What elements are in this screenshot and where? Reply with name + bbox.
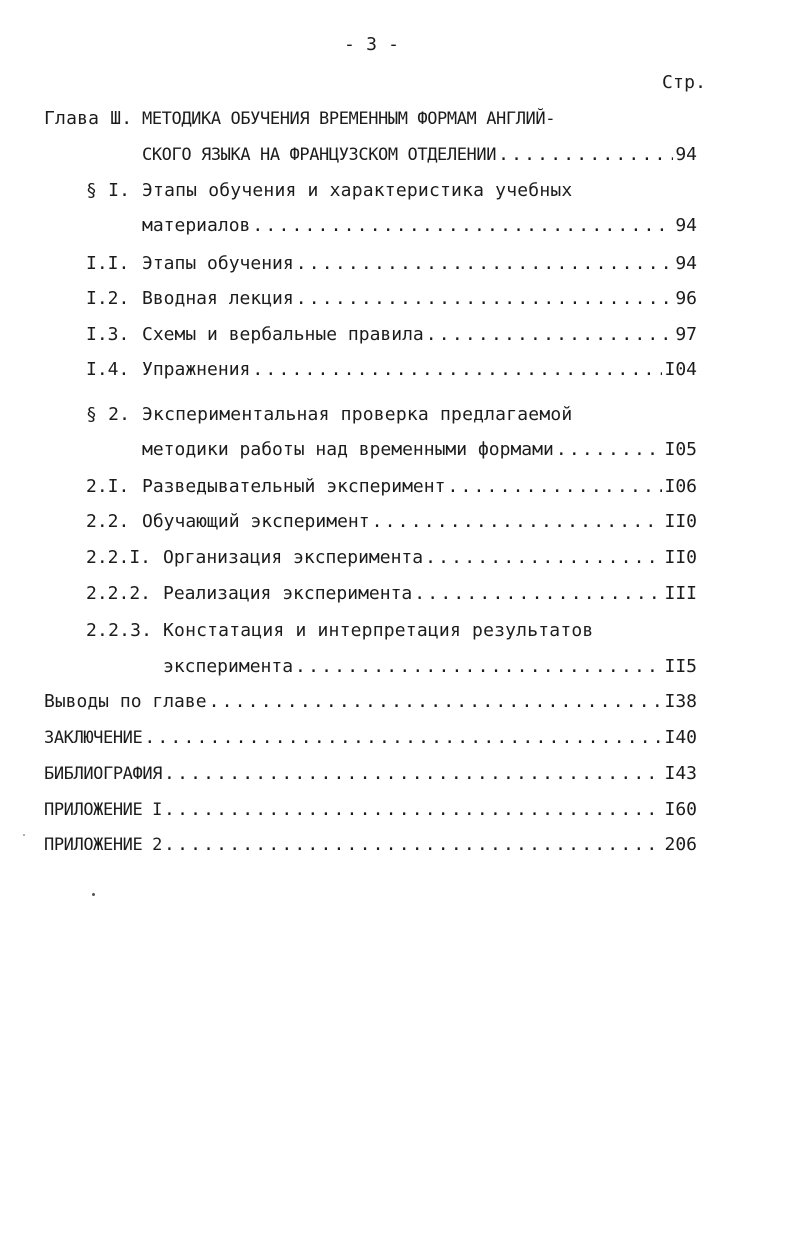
section-label: § 2.: [86, 404, 131, 425]
toc-entry[interactable]: [86, 288, 697, 310]
toc-entry-title: СКОГО ЯЗЫКА НА ФРАНЦУЗСКОМ ОТДЕЛЕНИИ: [142, 145, 497, 165]
toc-entry-title-line1: Констатация и интерпретация результатов: [163, 620, 594, 641]
toc-entry[interactable]: [86, 324, 697, 346]
leader-dots: [252, 215, 673, 237]
toc-entry-page: 94: [675, 144, 697, 165]
leader-dots: [556, 439, 663, 461]
toc-entry-number: 2.2.: [86, 511, 130, 532]
toc-entry-number: 2.2.2.: [86, 583, 152, 604]
chapter-title-line1: МЕТОДИКА ОБУЧЕНИЯ ВРЕМЕННЫМ ФОРМАМ АНГЛИЙ-: [142, 109, 556, 129]
toc-entry-number: I.4.: [86, 359, 130, 380]
toc-entry[interactable]: [44, 763, 697, 785]
toc-entry-title: Схемы и вербальные правила: [142, 324, 424, 345]
toc-entry-page: 94: [675, 253, 697, 274]
toc-entry[interactable]: [44, 799, 697, 821]
toc-entry[interactable]: [44, 834, 697, 856]
leader-dots: [252, 359, 662, 381]
toc-entry-title: Выводы по главе: [44, 691, 207, 712]
toc-entry-title: ЗАКЛЮЧЕНИЕ: [44, 728, 143, 748]
toc-entry[interactable]: [86, 547, 697, 569]
leader-dots: [296, 253, 674, 275]
leader-dots: [164, 834, 662, 856]
toc-entry-section1[interactable]: [142, 215, 697, 237]
toc-entry-page: 206: [664, 834, 697, 855]
leader-dots: [164, 763, 662, 785]
toc-entry-number: I.2.: [86, 288, 130, 309]
toc-entry-page: III: [664, 583, 697, 604]
toc-entry-title: ПРИЛОЖЕНИЕ I: [44, 800, 163, 820]
toc-entry[interactable]: [44, 727, 697, 749]
toc-entry-number: 2.2.3.: [86, 620, 153, 641]
leader-dots: [426, 324, 674, 346]
leader-dots: [295, 656, 662, 678]
toc-entry-number: I.3.: [86, 324, 130, 345]
toc-entry-page: I04: [664, 359, 697, 380]
toc-entry[interactable]: [86, 359, 697, 381]
section-title-line1: Экспериментальная проверка предлагаемой: [142, 404, 573, 425]
toc-entry[interactable]: [86, 476, 697, 498]
toc-entry-title: БИБЛИОГРАФИЯ: [44, 764, 163, 784]
toc-entry[interactable]: [44, 691, 697, 713]
section-label: § I.: [86, 180, 131, 201]
chapter-label: Глава Ш.: [44, 108, 133, 129]
toc-entry-page: I05: [664, 439, 697, 460]
leader-dots: [498, 144, 673, 166]
leader-dots: [414, 583, 662, 605]
toc-entry-223[interactable]: [163, 656, 697, 678]
toc-entry-title: Разведывательный эксперимент: [142, 476, 446, 497]
leader-dots: [209, 691, 663, 713]
toc-entry-section2[interactable]: [142, 439, 697, 461]
toc-entry-page: I40: [664, 727, 697, 748]
toc-entry-page: 94: [675, 215, 697, 236]
toc-entry-page: 96: [675, 288, 697, 309]
leader-dots: [372, 511, 663, 533]
toc-entry-page: I38: [664, 691, 697, 712]
toc-entry-number: I.I.: [86, 253, 130, 274]
toc-entry-title: Обучающий эксперимент: [142, 511, 370, 532]
toc-entry-number: 2.I.: [86, 476, 130, 497]
toc-entry-page: II0: [664, 511, 697, 532]
toc-entry[interactable]: [86, 511, 697, 533]
leader-dots: [144, 727, 662, 749]
toc-entry-page: II5: [664, 656, 697, 677]
page-number: - 3 -: [344, 34, 400, 55]
toc-entry-page: II0: [664, 547, 697, 568]
leader-dots: [296, 288, 674, 310]
toc-entry-page: I06: [664, 476, 697, 497]
leader-dots: [164, 799, 662, 821]
leader-dots: [425, 547, 662, 569]
scan-speck: [23, 834, 25, 836]
toc-entry-title: материалов: [142, 215, 251, 236]
toc-entry-page: 97: [675, 324, 697, 345]
toc-entry-title: Этапы обучения: [142, 253, 294, 274]
toc-entry-title: Упражнения: [142, 359, 251, 380]
toc-entry-title: Организация эксперимента: [163, 547, 424, 568]
scan-speck: [92, 893, 95, 896]
toc-entry-title: методики работы над временными формами: [142, 439, 554, 460]
toc-entry-title: Вводная лекция: [142, 288, 294, 309]
toc-entry-chapter[interactable]: [142, 144, 697, 166]
toc-entry-page: I43: [664, 763, 697, 784]
section-title-line1: Этапы обучения и характеристика учебных: [142, 180, 573, 201]
toc-entry-number: 2.2.I.: [86, 547, 152, 568]
toc-entry[interactable]: [86, 583, 697, 605]
toc-entry-page: I60: [664, 799, 697, 820]
pages-column-label: Стр.: [662, 72, 707, 93]
toc-entry-title: эксперимента: [163, 656, 294, 677]
toc-entry-title: Реализация эксперимента: [163, 583, 413, 604]
toc-entry[interactable]: [86, 253, 697, 275]
leader-dots: [447, 476, 662, 498]
toc-entry-title: ПРИЛОЖЕНИЕ 2: [44, 835, 163, 855]
